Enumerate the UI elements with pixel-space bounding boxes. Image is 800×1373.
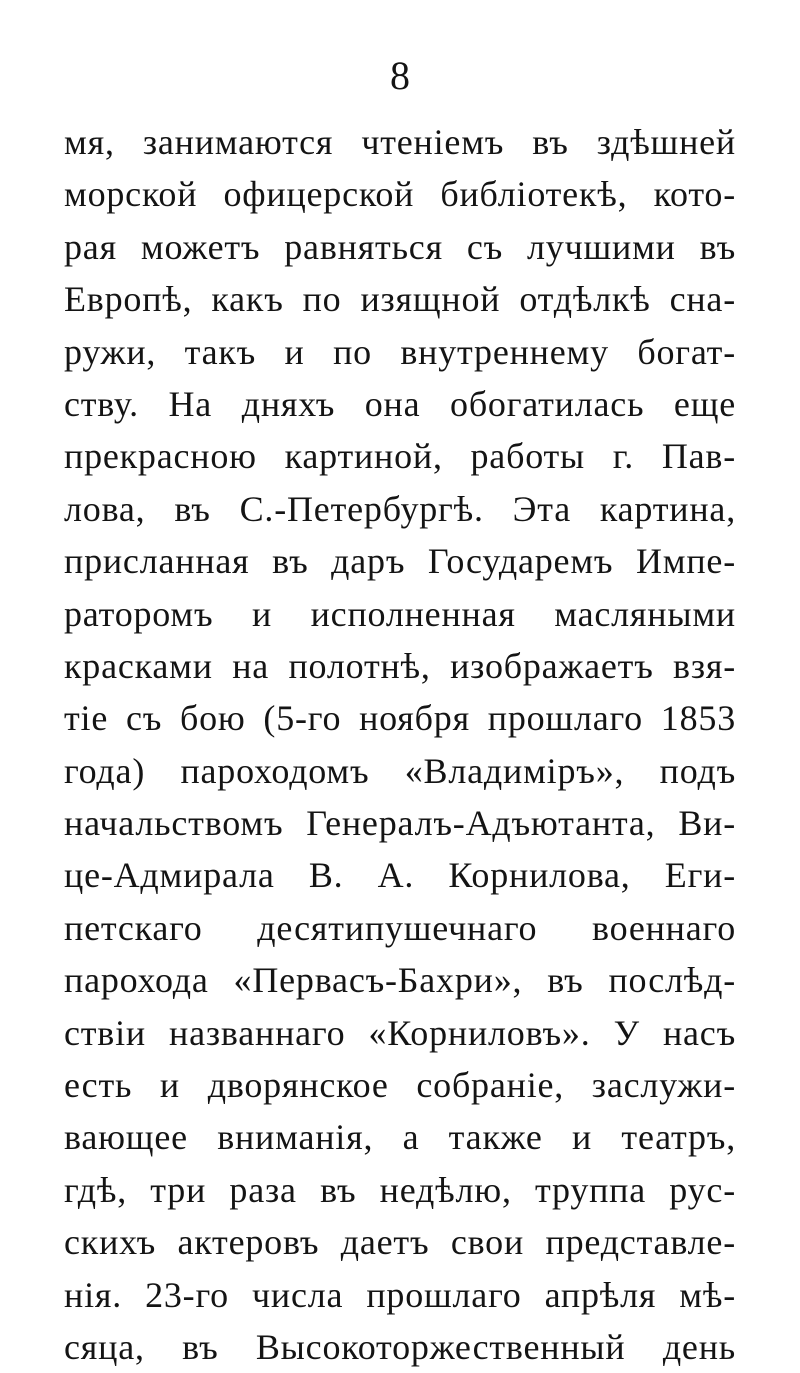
text-line: присланная въ даръ Государемъ Импе- bbox=[64, 541, 736, 582]
text-line: красками на полотнѣ, изображаетъ взя- bbox=[64, 645, 736, 686]
text-line: мя, занимаются чтеніемъ въ здѣшней bbox=[64, 122, 736, 162]
text-line: ствіи названнаго «Корниловъ». У насъ bbox=[64, 1012, 736, 1053]
text-line: парохода «Первасъ-Бахри», въ послѣд- bbox=[64, 960, 736, 1001]
text-line: вающее вниманія, а также и театръ, bbox=[64, 1117, 736, 1158]
body-text bbox=[64, 116, 736, 1373]
text-line: ружи, такъ и по внутреннему богат- bbox=[64, 331, 736, 372]
text-line: начальствомъ Генералъ-Адъютанта, Ви- bbox=[64, 803, 736, 844]
text-line: есть и дворянское собраніе, заслужи- bbox=[64, 1065, 736, 1106]
page-number: 8 bbox=[390, 53, 410, 98]
text-line: тіе съ бою (5-го ноября прошлаго 1853 bbox=[64, 698, 736, 739]
text-line: лова, въ С.-Петербургѣ. Эта картина, bbox=[64, 488, 736, 529]
text-line: рая можетъ равняться съ лучшими въ bbox=[64, 226, 736, 267]
text-line: Европѣ, какъ по изящной отдѣлкѣ сна- bbox=[64, 279, 736, 320]
text-line: раторомъ и исполненная масляными bbox=[64, 593, 736, 634]
text-line: сяца, въ Высокоторжественный день bbox=[64, 1326, 736, 1367]
text-line: года) пароходомъ «Владиміръ», подъ bbox=[64, 750, 736, 791]
text-line: нія. 23-го числа прошлаго апрѣля мѣ- bbox=[64, 1274, 736, 1315]
text-line: ству. На дняхъ она обогатилась еще bbox=[64, 383, 736, 424]
text-line: скихъ актеровъ даетъ свои представле- bbox=[64, 1222, 736, 1263]
text-line: гдѣ, три раза въ недѣлю, труппа рус- bbox=[64, 1169, 736, 1210]
text-line: морской офицерской библіотекѣ, кото- bbox=[64, 174, 736, 215]
text-line: прекрасною картиной, работы г. Пав- bbox=[64, 436, 736, 477]
text-line: петскаго десятипушечнаго военнаго bbox=[64, 907, 736, 948]
text-line: це-Адмирала В. А. Корнилова, Еги- bbox=[64, 855, 736, 896]
